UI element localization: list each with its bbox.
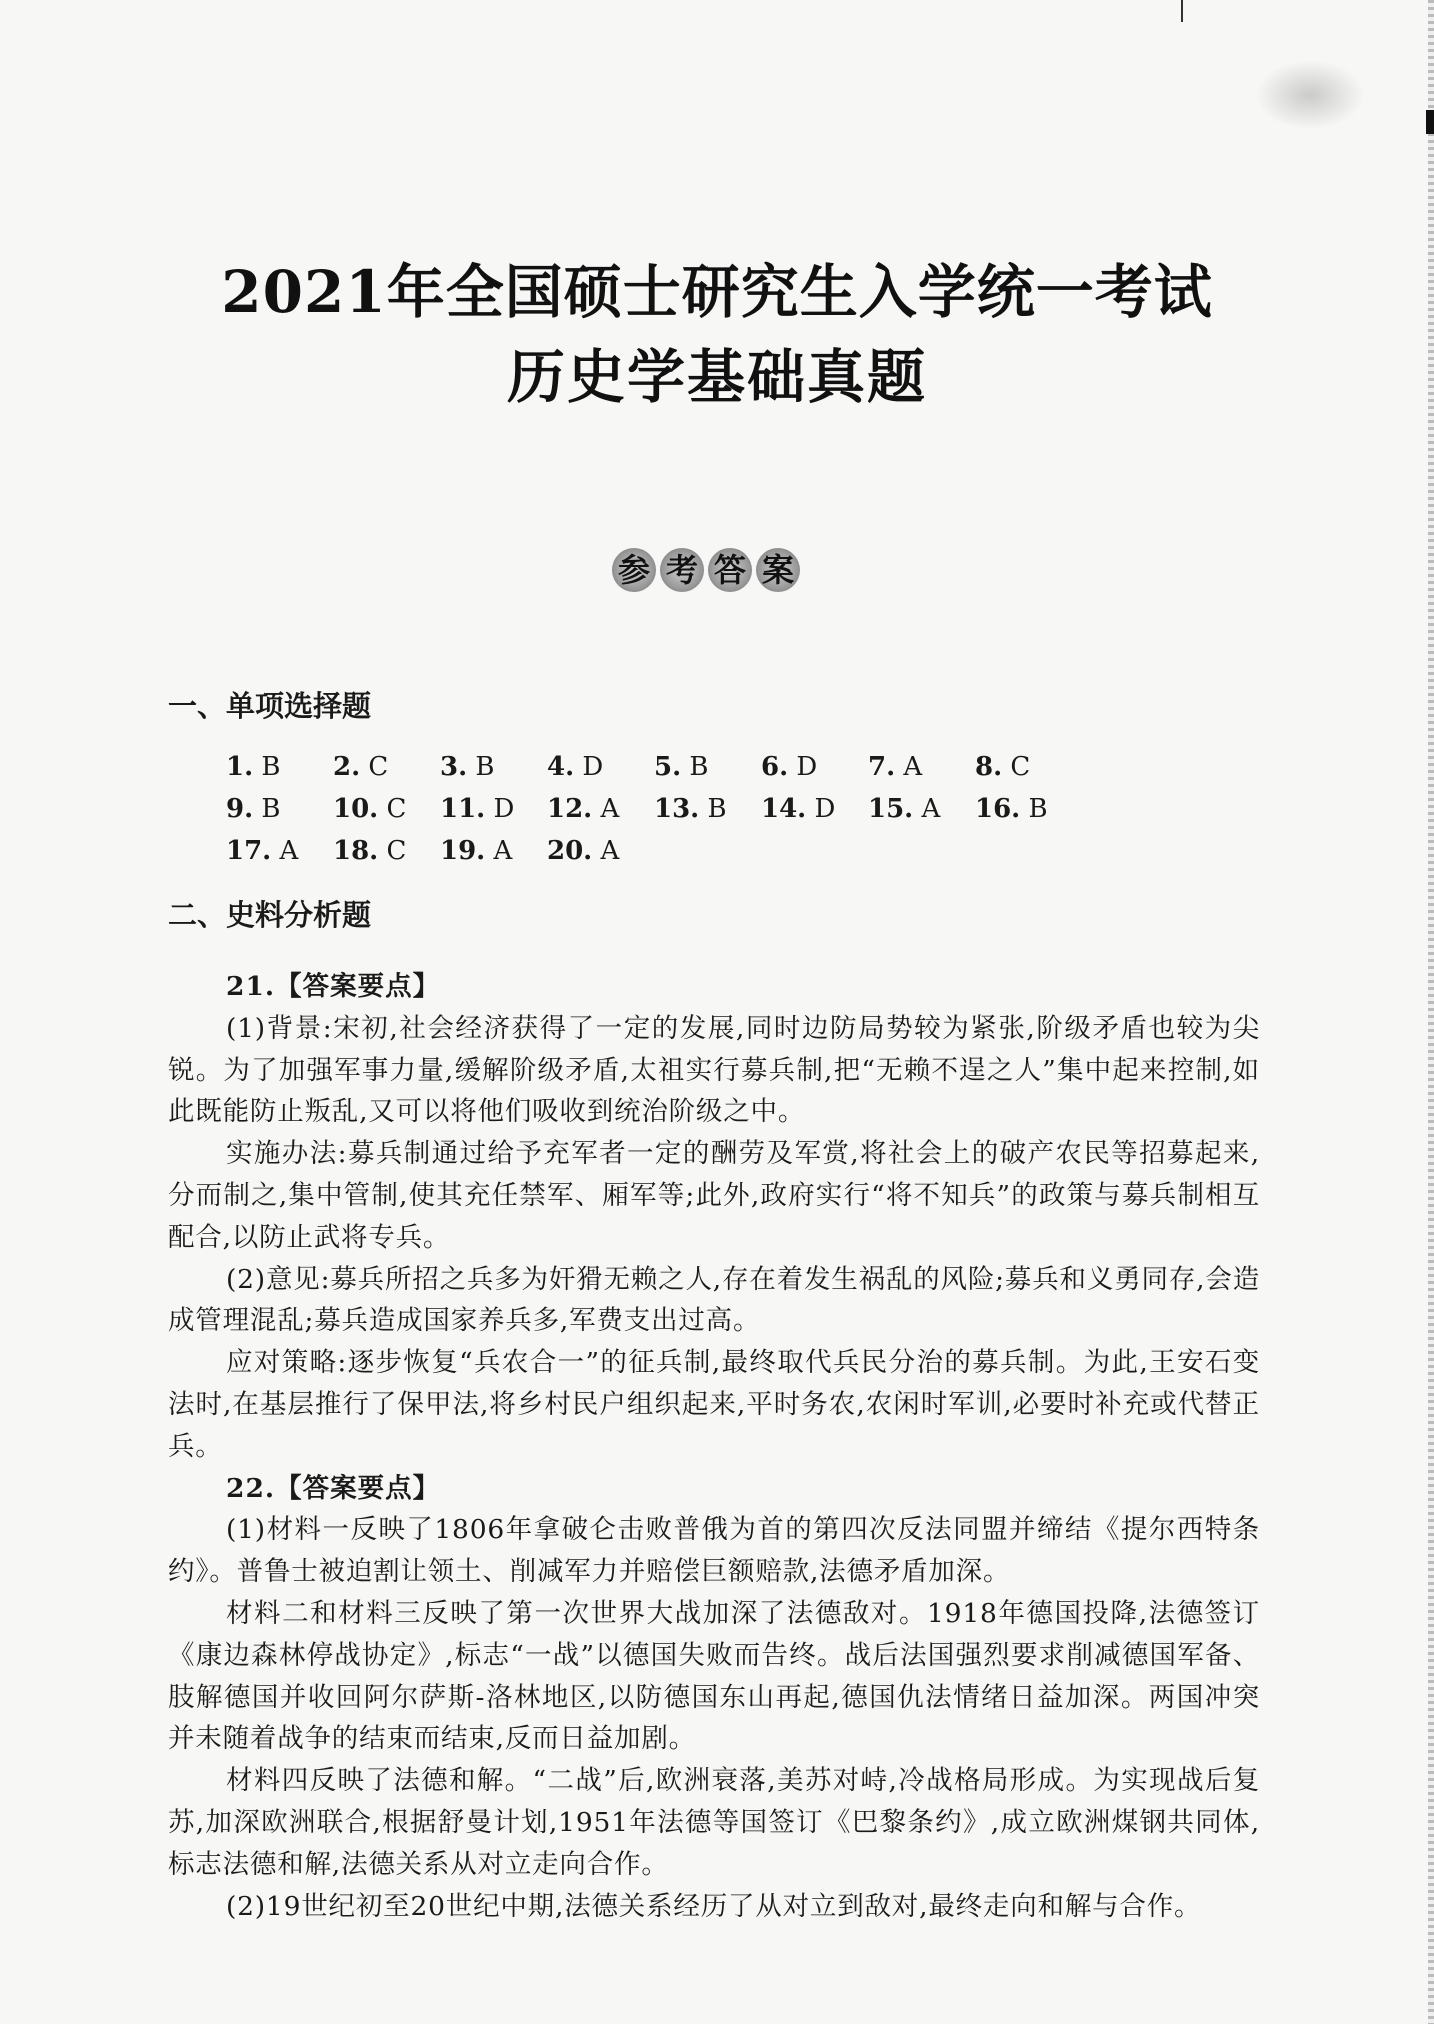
scan-smudge — [1255, 60, 1365, 130]
answer-choice: B — [681, 752, 709, 782]
badge-char: 考 — [660, 548, 704, 592]
answer-number: 11. — [440, 794, 486, 824]
answer-row — [226, 752, 1126, 794]
badge-char: 案 — [756, 548, 800, 592]
answer-item — [868, 752, 975, 794]
scan-binding-line — [1181, 0, 1183, 22]
answer-choice: B — [467, 752, 495, 782]
answer-choice: A — [592, 836, 620, 866]
answer-item — [654, 752, 761, 794]
answer-number: 3. — [440, 752, 468, 782]
answer-item — [226, 794, 333, 836]
answer-choice: A — [485, 836, 513, 866]
answer-number: 6. — [761, 752, 789, 782]
answer-item — [761, 752, 868, 794]
question-22-heading: 22.【答案要点】 — [226, 1472, 441, 1504]
answer-row — [226, 836, 1126, 878]
answer-choice: D — [574, 752, 604, 782]
section-heading-analysis: 二、史料分析题 — [168, 898, 372, 932]
answer-number: 12. — [547, 794, 593, 824]
answer-item — [333, 794, 440, 836]
answer-choice: A — [913, 794, 941, 824]
answer-item — [226, 752, 333, 794]
section-heading-choice: 一、单项选择题 — [168, 689, 372, 723]
answer-choice: A — [271, 836, 299, 866]
answer-choice: C — [360, 752, 389, 782]
q21-paragraph: 实施办法:募兵制通过给予充军者一定的酬劳及军赏,将社会上的破产农民等招募起来,分而制之,集中管制,使其充任禁军、厢军等;此外,政府实行“将不知兵”的政策与募兵制相互配合,以防止武将专兵。 — [168, 1138, 1260, 1253]
answer-item — [547, 836, 654, 878]
q22-paragraph: 材料四反映了法德和解。“二战”后,欧洲衰落,美苏对峙,冷战格局形成。为实现战后复苏,加深欧洲联合,根据舒曼计划,1951年法德等国签订《巴黎条约》,成立欧洲煤钢共同体,标志法德和解,法德关系从对立走向合作。 — [168, 1765, 1260, 1880]
page-title-line2: 历史学基础真题 — [506, 343, 927, 411]
answer-number: 16. — [975, 794, 1021, 824]
answer-number: 20. — [547, 836, 593, 866]
answer-item — [975, 752, 1082, 794]
answer-item — [975, 794, 1082, 836]
answer-item — [868, 794, 975, 836]
answer-item — [333, 836, 440, 878]
answer-item — [440, 794, 547, 836]
answer-choice: B — [699, 794, 727, 824]
answer-number: 4. — [547, 752, 575, 782]
answer-number: 14. — [761, 794, 807, 824]
answer-choice: B — [253, 794, 281, 824]
q21-paragraph: (2)意见:募兵所招之兵多为奸猾无赖之人,存在着发生祸乱的风险;募兵和义勇同存,会造成管理混乱;募兵造成国家养兵多,军费支出过高。 — [168, 1263, 1260, 1337]
answer-choice: C — [378, 794, 407, 824]
answer-number: 2. — [333, 752, 361, 782]
answer-number: 5. — [654, 752, 682, 782]
answer-choice: D — [788, 752, 818, 782]
answer-choice: C — [378, 836, 407, 866]
answer-number: 17. — [226, 836, 272, 866]
question-21-heading: 21.【答案要点】 — [226, 971, 441, 1002]
answer-item — [761, 794, 868, 836]
scan-edge-mark — [1426, 110, 1434, 134]
answer-grid — [226, 752, 1126, 878]
answer-number: 13. — [654, 794, 700, 824]
answer-body — [168, 966, 1260, 1927]
answer-item — [547, 752, 654, 794]
answer-number: 15. — [868, 794, 914, 824]
answer-item — [333, 752, 440, 794]
q22-paragraph: (1)材料一反映了1806年拿破仑击败普俄为首的第四次反法同盟并缔结《提尔西特条约》。普鲁士被迫割让领土、削减军力并赔偿巨额赔款,法德矛盾加深。 — [168, 1514, 1260, 1588]
answer-choice: D — [485, 794, 515, 824]
answer-choice: B — [253, 752, 281, 782]
answer-number: 9. — [226, 794, 254, 824]
answer-number: 8. — [975, 752, 1003, 782]
answer-item — [440, 836, 547, 878]
answer-item — [226, 836, 333, 878]
answer-item — [654, 794, 761, 836]
answer-choice: C — [1002, 752, 1031, 782]
answer-choice: D — [806, 794, 836, 824]
reference-answer-badge — [612, 548, 800, 592]
page-title-line1: 2021年全国硕士研究生入学统一考试 — [221, 258, 1213, 326]
answer-item — [547, 794, 654, 836]
answer-choice: A — [592, 794, 620, 824]
badge-char: 答 — [708, 548, 752, 592]
answer-item — [440, 752, 547, 794]
q22-paragraph: (2)19世纪初至20世纪中期,法德关系经历了从对立到敌对,最终走向和解与合作。 — [226, 1890, 1202, 1922]
answer-number: 1. — [226, 752, 254, 782]
answer-number: 7. — [868, 752, 896, 782]
answer-number: 10. — [333, 794, 379, 824]
q21-paragraph: (1)背景:宋初,社会经济获得了一定的发展,同时边防局势较为紧张,阶级矛盾也较为尖锐。为了加强军事力量,缓解阶级矛盾,太祖实行募兵制,把“无赖不逞之人”集中起来控制,如此既能防止叛乱,又可以将他们吸收到统治阶级之中。 — [168, 1012, 1260, 1128]
q21-paragraph: 应对策略:逐步恢复“兵农合一”的征兵制,最终取代兵民分治的募兵制。为此,王安石变法时,在基层推行了保甲法,将乡村民户组织起来,平时务农,农闲时军训,必要时补充或代替正兵。 — [168, 1347, 1260, 1462]
q22-paragraph: 材料二和材料三反映了第一次世界大战加深了法德敌对。1918年德国投降,法德签订《康边森林停战协定》,标志“一战”以德国失败而告终。战后法国强烈要求削减德国军备、肢解德国并收回阿尔萨斯-洛林地区,以防德国东山再起,德国仇法情绪日益加深。两国冲突并未随着战争的结束而结束,反而日益加剧。 — [168, 1597, 1260, 1755]
answer-row — [226, 794, 1126, 836]
answer-number: 18. — [333, 836, 379, 866]
answer-choice: B — [1020, 794, 1048, 824]
answer-number: 19. — [440, 836, 486, 866]
answer-choice: A — [895, 752, 923, 782]
badge-char: 参 — [612, 548, 656, 592]
